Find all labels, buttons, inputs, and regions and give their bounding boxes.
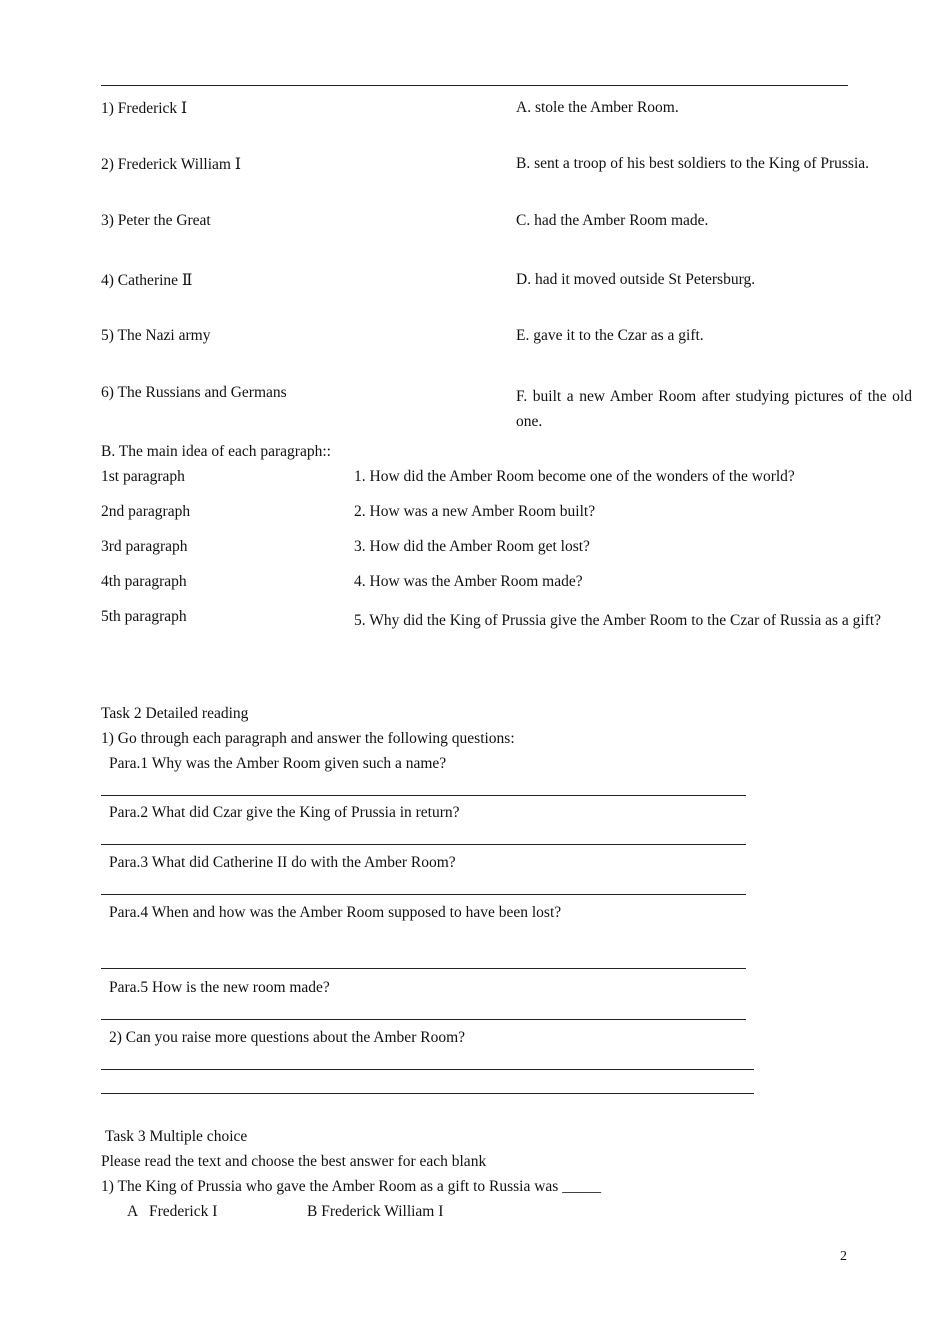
main-idea-question-1: 1. How did the Amber Room become one of the wonders of the world?	[354, 468, 795, 485]
match-right-f: F. built a new Amber Room after studying pictures of the old one.	[516, 388, 912, 430]
answer-line-para1[interactable]	[101, 795, 746, 796]
task2-question-para1: Para.1 Why was the Amber Room given such a name?	[109, 755, 447, 772]
page-number: 2	[840, 1249, 847, 1264]
task2-question-para4: Para.4 When and how was the Amber Room supposed to have been lost?	[109, 904, 562, 921]
main-idea-heading: B. The main idea of each paragraph::	[101, 443, 331, 460]
task2-extra-question: 2) Can you raise more questions about the Amber Room?	[109, 1029, 466, 1046]
match-right-b: B. sent a troop of his best soldiers to the King of Prussia.	[516, 155, 870, 172]
match-left-4: 4) Catherine Ⅱ	[101, 272, 193, 289]
main-idea-question-5: 5. Why did the King of Prussia give the Amber Room to the Czar of Russia as a gift?	[354, 612, 882, 629]
task2-question-para2: Para.2 What did Czar give the King of Prussia in return?	[109, 804, 460, 821]
main-idea-question-4: 4. How was the Amber Room made?	[354, 573, 583, 590]
match-right-d: D. had it moved outside St Petersburg.	[516, 271, 756, 288]
paragraph-label-3: 3rd paragraph	[101, 538, 188, 555]
task2-title: Task 2 Detailed reading	[101, 705, 249, 722]
match-right-c: C. had the Amber Room made.	[516, 212, 709, 229]
match-left-6: 6) The Russians and Germans	[101, 384, 287, 401]
task3-q1-option-b[interactable]: B Frederick William I	[307, 1203, 444, 1220]
task2-question-para5: Para.5 How is the new room made?	[109, 979, 330, 996]
task3-instruction: Please read the text and choose the best answer for each blank	[101, 1153, 487, 1170]
match-left-2: 2) Frederick William Ⅰ	[101, 156, 241, 173]
task2-instruction: 1) Go through each paragraph and answer the following questions:	[101, 730, 515, 747]
main-idea-question-3: 3. How did the Amber Room get lost?	[354, 538, 590, 555]
paragraph-label-4: 4th paragraph	[101, 573, 187, 590]
answer-line-para3[interactable]	[101, 894, 746, 895]
paragraph-label-5: 5th paragraph	[101, 608, 187, 625]
answer-line-extra-2[interactable]	[101, 1093, 754, 1094]
match-left-5: 5) The Nazi army	[101, 327, 211, 344]
answer-line-para4[interactable]	[101, 968, 746, 969]
answer-line-para5[interactable]	[101, 1019, 746, 1020]
task2-question-para3: Para.3 What did Catherine II do with the Amber Room?	[109, 854, 456, 871]
answer-line-para2[interactable]	[101, 844, 746, 845]
task3-question-1: 1) The King of Prussia who gave the Amber Room as a gift to Russia was _____	[101, 1178, 601, 1195]
paragraph-label-1: 1st paragraph	[101, 468, 185, 485]
match-left-3: 3) Peter the Great	[101, 212, 211, 229]
match-right-e: E. gave it to the Czar as a gift.	[516, 327, 704, 344]
task3-q1-option-a[interactable]: A Frederick I	[127, 1203, 218, 1220]
task3-title: Task 3 Multiple choice	[105, 1128, 248, 1145]
match-left-1: 1) Frederick Ⅰ	[101, 100, 188, 117]
answer-line-extra-1[interactable]	[101, 1069, 754, 1070]
header-rule	[101, 85, 848, 86]
paragraph-label-2: 2nd paragraph	[101, 503, 191, 520]
match-right-a: A. stole the Amber Room.	[516, 99, 679, 116]
main-idea-question-2: 2. How was a new Amber Room built?	[354, 503, 596, 520]
